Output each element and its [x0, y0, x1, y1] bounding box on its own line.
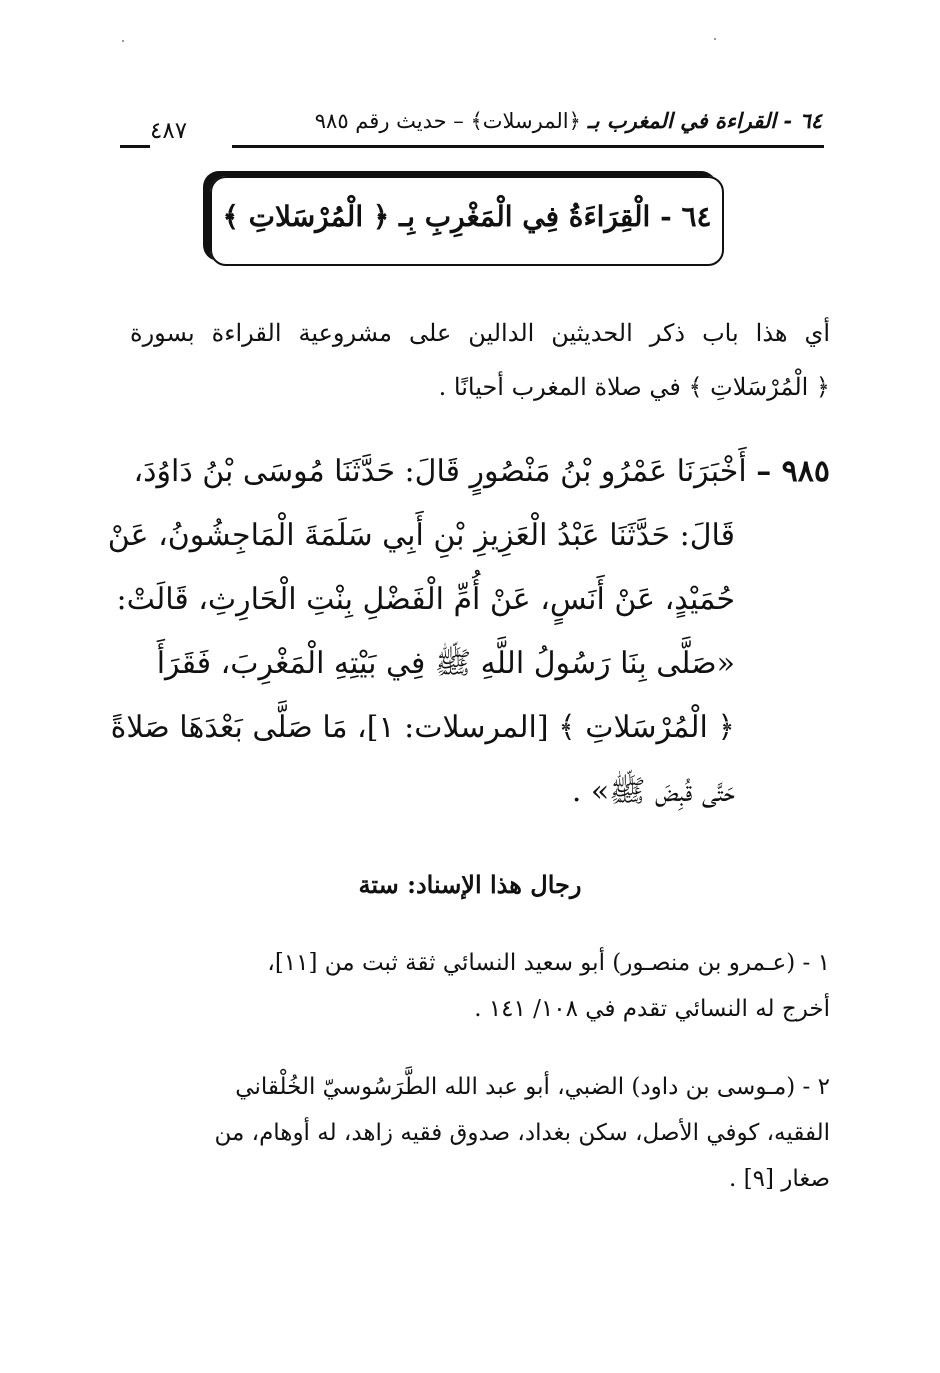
bio-line: الفقيه، كوفي الأصل، سكن بغداد، صدوق فقيه زاهد، له أوهام، من [214, 1120, 830, 1146]
hadith-line: حُمَيْدٍ، عَنْ أَنَسٍ، عَنْ أُمِّ الْفَضْلِ بِنْتِ الْحَارِثِ، قَالَتْ: [116, 582, 735, 617]
running-header-subtitle: ﴿المرسلات﴾ – حديث رقم ٩٨٥ [314, 109, 581, 133]
scan-speck [122, 40, 124, 42]
hadith-text [107, 440, 830, 824]
hadith-line: ﴿ الْمُرْسَلاتِ ﴾ [المرسلات: ١]، مَا صَلَّى بَعْدَهَا صَلاةً [110, 710, 735, 745]
intro-line: ﴿ الْمُرْسَلاتِ ﴾ في صلاة المغرب أحيانًا . [438, 373, 830, 401]
hadith-number: ٩٨٥ – [756, 454, 830, 489]
scan-speck [714, 38, 716, 40]
narrator-bio [110, 1064, 830, 1202]
hadith-line-text: أَخْبَرَنَا عَمْرُو بْنُ مَنْصُورٍ قَالَ: حَدَّثَنَا مُوسَى بْنُ دَاوُدَ، [133, 454, 747, 489]
header-rule-short [120, 145, 150, 148]
section-heading: رجال هذا الإسناد: ستة [358, 870, 582, 899]
chapter-frame [210, 176, 724, 266]
hadith-line: حَتَّى قُبِضَ ﷺ» . [571, 774, 735, 809]
intro-line: أي هذا باب ذكر الحديثين الدالين على مشروعية القراءة بسورة [130, 319, 830, 347]
header-rule [232, 145, 824, 148]
bio-line: ١ - (عـمرو بن منصـور) أبو سعيد النسائي ثقة ثبت من [١١]، [267, 950, 830, 976]
narrator-bio [110, 940, 830, 1032]
hadith-line: قَالَ: حَدَّثَنَا عَبْدُ الْعَزِيزِ بْنِ أَبِي سَلَمَةَ الْمَاجِشُونُ، عَنْ [107, 518, 735, 553]
hadith-line [110, 440, 830, 504]
page-number: ٤٨٧ [150, 118, 188, 144]
running-header-title [262, 108, 822, 133]
bio-line: أخرج له النسائي تقدم في ١٠٨/ ١٤١ . [474, 996, 830, 1022]
intro-paragraph [130, 306, 830, 414]
chapter-title: ٦٤ - الْقِرَاءَةُ فِي الْمَغْرِبِ بِـ ﴿ الْمُرْسَلاتِ ﴾ [222, 200, 712, 233]
hadith-line: «صَلَّى بِنَا رَسُولُ اللَّهِ ﷺ فِي بَيْتِهِ الْمَغْرِبَ، فَقَرَأَ [156, 646, 735, 681]
bio-line: ٢ - (مـوسى بن داود) الضبي، أبو عبد الله الطَّرَسُوسيّ الخُلْقاني [235, 1074, 830, 1100]
bio-line: صغار [٩] . [729, 1166, 830, 1192]
running-header-chapter: ٦٤ - القراءة في المغرب بـ [587, 108, 822, 133]
